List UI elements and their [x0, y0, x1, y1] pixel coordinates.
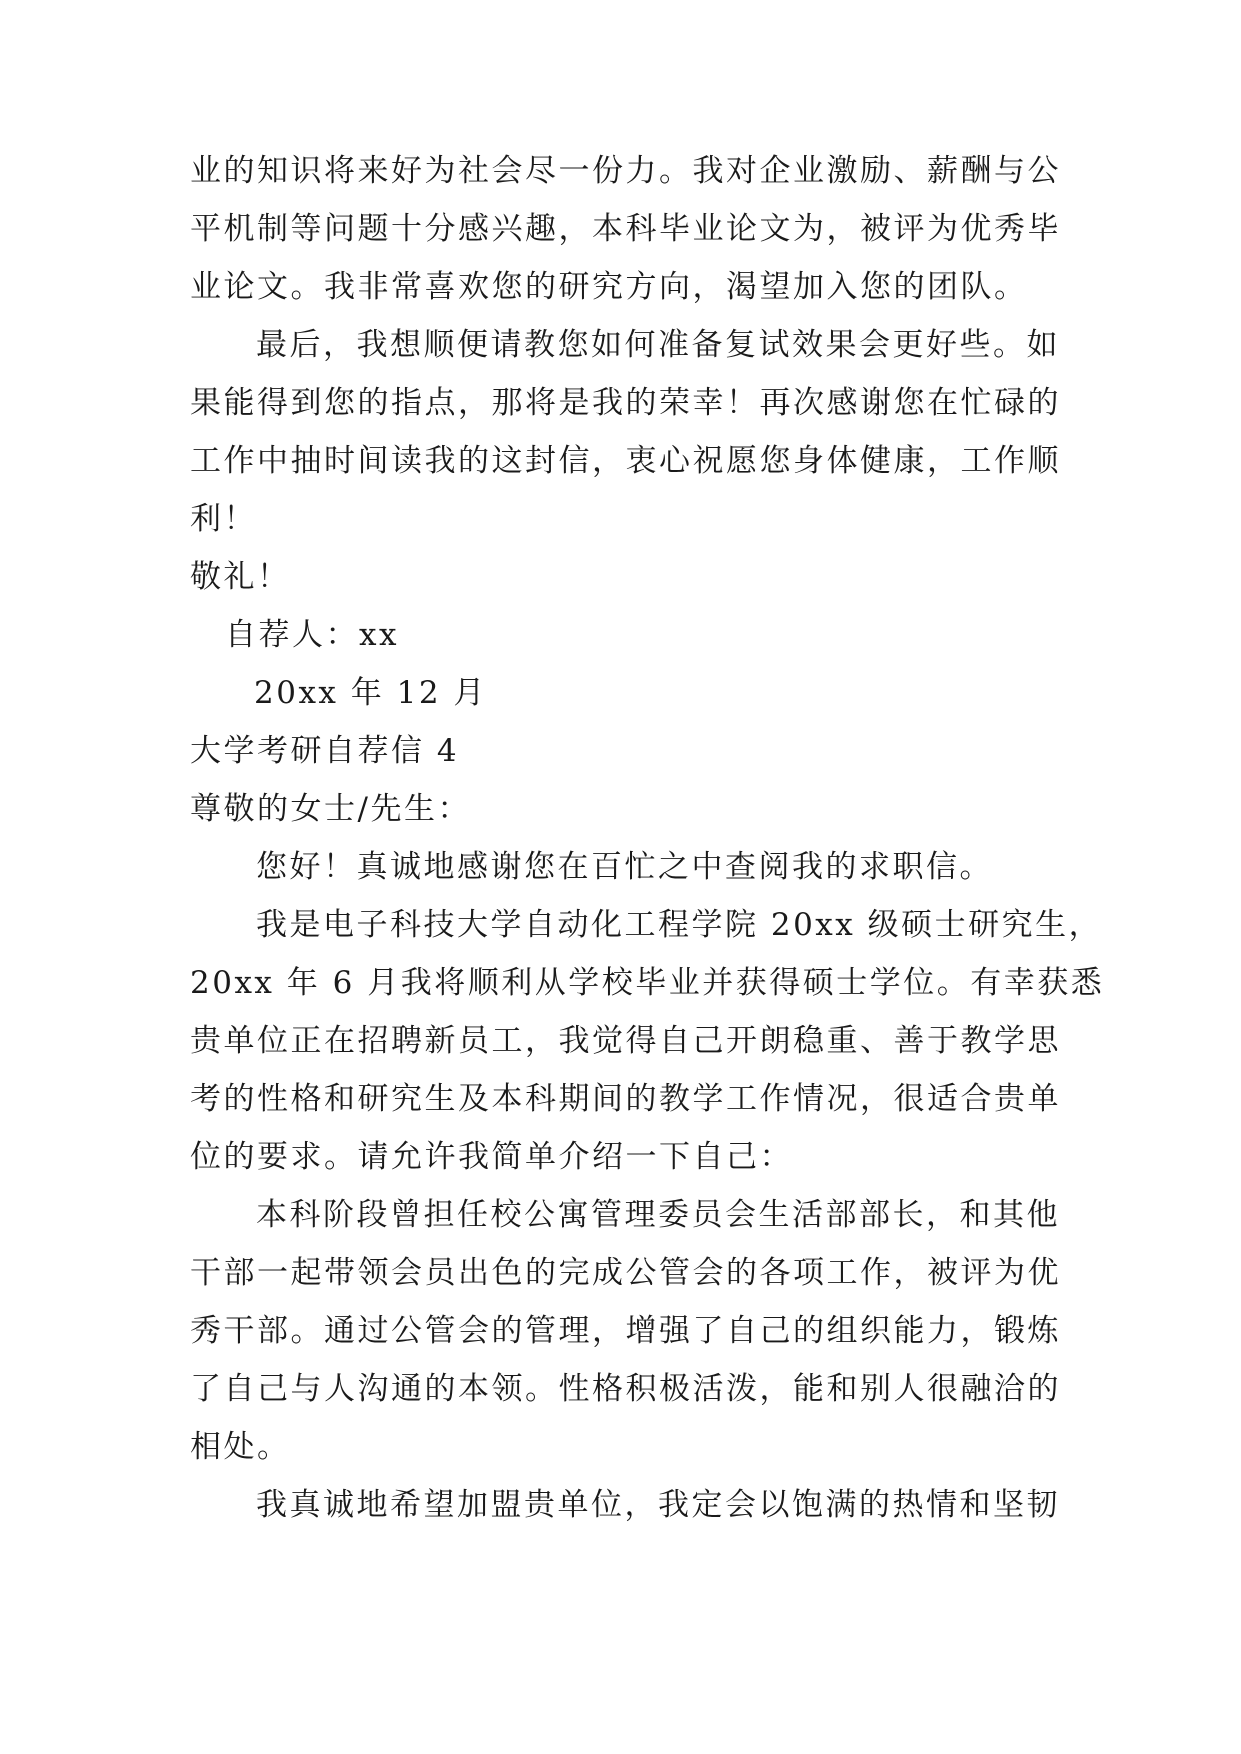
- paragraph-line: 业的知识将来好为社会尽一份力。我对企业激励、薪酬与公: [190, 153, 1061, 189]
- paragraph-line: 利！: [190, 501, 257, 537]
- greeting: 尊敬的女士/先生：: [190, 791, 471, 827]
- paragraph-line: 位的要求。请允许我简单介绍一下自己：: [190, 1139, 793, 1175]
- signature-name: 自荐人：xx: [225, 617, 399, 653]
- paragraph-line: 最后，我想顺便请教您如何准备复试效果会更好些。如: [256, 327, 1060, 363]
- paragraph-line: 秀干部。通过公管会的管理，增强了自己的组织能力，锻炼: [190, 1313, 1061, 1349]
- section-title: 大学考研自荐信 4: [190, 733, 460, 769]
- paragraph-line: 贵单位正在招聘新员工，我觉得自己开朗稳重、善于教学思: [190, 1023, 1061, 1059]
- paragraph-line: 业论文。我非常喜欢您的研究方向，渴望加入您的团队。: [190, 269, 1028, 305]
- paragraph-line: 我是电子科技大学自动化工程学院 20xx 级硕士研究生，: [256, 907, 1103, 943]
- paragraph-line: 了自己与人沟通的本领。性格积极活泼，能和别人很融洽的: [190, 1371, 1061, 1407]
- signature-date: 20xx 年 12 月: [254, 675, 487, 711]
- paragraph-line: 本科阶段曾担任校公寓管理委员会生活部部长，和其他: [256, 1197, 1060, 1233]
- closing-salutation: 敬礼！: [190, 559, 291, 595]
- paragraph-line: 干部一起带领会员出色的完成公管会的各项工作，被评为优: [190, 1255, 1061, 1291]
- paragraph-line: 相处。: [190, 1429, 291, 1465]
- paragraph-line: 考的性格和研究生及本科期间的教学工作情况，很适合贵单: [190, 1081, 1061, 1117]
- paragraph-line: 您好！真诚地感谢您在百忙之中查阅我的求职信。: [256, 849, 993, 885]
- paragraph-line: 工作中抽时间读我的这封信，衷心祝愿您身体健康，工作顺: [190, 443, 1061, 479]
- paragraph-line: 我真诚地希望加盟贵单位，我定会以饱满的热情和坚韧: [256, 1487, 1060, 1523]
- paragraph-line: 果能得到您的指点，那将是我的荣幸！再次感谢您在忙碌的: [190, 385, 1061, 421]
- paragraph-line: 平机制等问题十分感兴趣，本科毕业论文为，被评为优秀毕: [190, 211, 1061, 247]
- paragraph-line: 20xx 年 6 月我将顺利从学校毕业并获得硕士学位。有幸获悉: [190, 965, 1105, 1001]
